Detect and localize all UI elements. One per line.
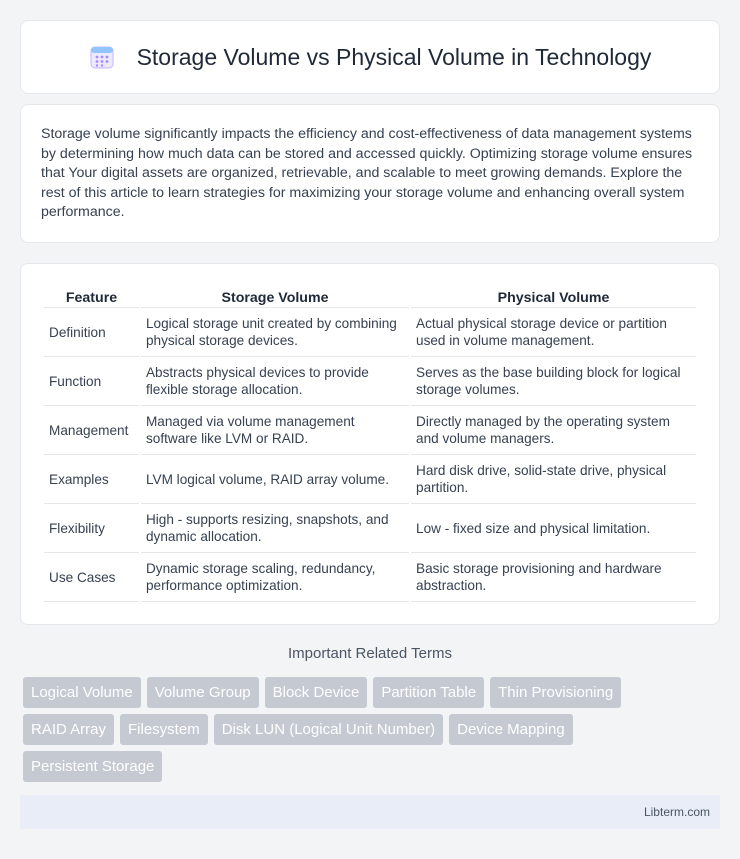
tag-raid-array[interactable]: RAID Array (23, 714, 114, 745)
row-physical-volume: Low - fixed size and physical limitation. (411, 504, 696, 553)
tag-partition-table[interactable]: Partition Table (373, 677, 484, 708)
tag-filesystem[interactable]: Filesystem (120, 714, 208, 745)
row-feature: Examples (44, 455, 139, 504)
row-physical-volume: Hard disk drive, solid-state drive, physical partition. (411, 455, 696, 504)
related-terms-title: Important Related Terms (288, 645, 452, 662)
tag-volume-group[interactable]: Volume Group (147, 677, 259, 708)
title-card (20, 20, 720, 94)
row-storage-volume: LVM logical volume, RAID array volume. (141, 455, 409, 504)
header-storage-volume: Storage Volume (141, 284, 409, 308)
row-physical-volume: Basic storage provisioning and hardware abstraction. (411, 553, 696, 602)
intro-text: Storage volume significantly impacts the efficiency and cost-effectiveness of data management systems by determining how much data can be stored and accessed quickly. Optimizing storage volume ensures that Your digital assets are organized, retrievable, and scalable to meet growing demands. Explore the rest of this article to learn strategies for maximizing your storage volume and enhancing overall system performance. (41, 126, 693, 220)
row-feature: Flexibility (44, 504, 139, 553)
tag-persistent-storage[interactable]: Persistent Storage (23, 751, 162, 782)
row-storage-volume: Abstracts physical devices to provide flexible storage allocation. (141, 357, 409, 406)
table-row (44, 357, 696, 406)
table-header-row (44, 284, 696, 308)
tag-logical-volume[interactable]: Logical Volume (23, 677, 141, 708)
table-row (44, 455, 696, 504)
header-physical-volume: Physical Volume (411, 284, 696, 308)
table-row (44, 308, 696, 357)
row-feature: Function (44, 357, 139, 406)
row-physical-volume: Actual physical storage device or partition used in volume management. (411, 308, 696, 357)
row-feature: Use Cases (44, 553, 139, 602)
row-feature: Definition (44, 308, 139, 357)
row-storage-volume: High - supports resizing, snapshots, and dynamic allocation. (141, 504, 409, 553)
related-terms-list (23, 677, 723, 788)
footer (20, 795, 720, 829)
calendar-icon (89, 44, 115, 70)
tag-block-device[interactable]: Block Device (265, 677, 368, 708)
table-row (44, 553, 696, 602)
table-row (44, 406, 696, 455)
tag-thin-provisioning[interactable]: Thin Provisioning (490, 677, 621, 708)
row-storage-volume: Logical storage unit created by combining physical storage devices. (141, 308, 409, 357)
comparison-table (42, 284, 698, 602)
header-feature: Feature (44, 284, 139, 308)
intro-card (20, 104, 720, 243)
row-storage-volume: Managed via volume management software like LVM or RAID. (141, 406, 409, 455)
comparison-card (20, 263, 720, 625)
row-storage-volume: Dynamic storage scaling, redundancy, performance optimization. (141, 553, 409, 602)
row-physical-volume: Directly managed by the operating system and volume managers. (411, 406, 696, 455)
row-feature: Management (44, 406, 139, 455)
tag-disk-lun[interactable]: Disk LUN (Logical Unit Number) (214, 714, 443, 745)
page-title: Storage Volume vs Physical Volume in Technology (136, 43, 652, 70)
table-row (44, 504, 696, 553)
row-physical-volume: Serves as the base building block for logical storage volumes. (411, 357, 696, 406)
tag-device-mapping[interactable]: Device Mapping (449, 714, 573, 745)
footer-site-link[interactable]: Libterm.com (643, 805, 710, 819)
